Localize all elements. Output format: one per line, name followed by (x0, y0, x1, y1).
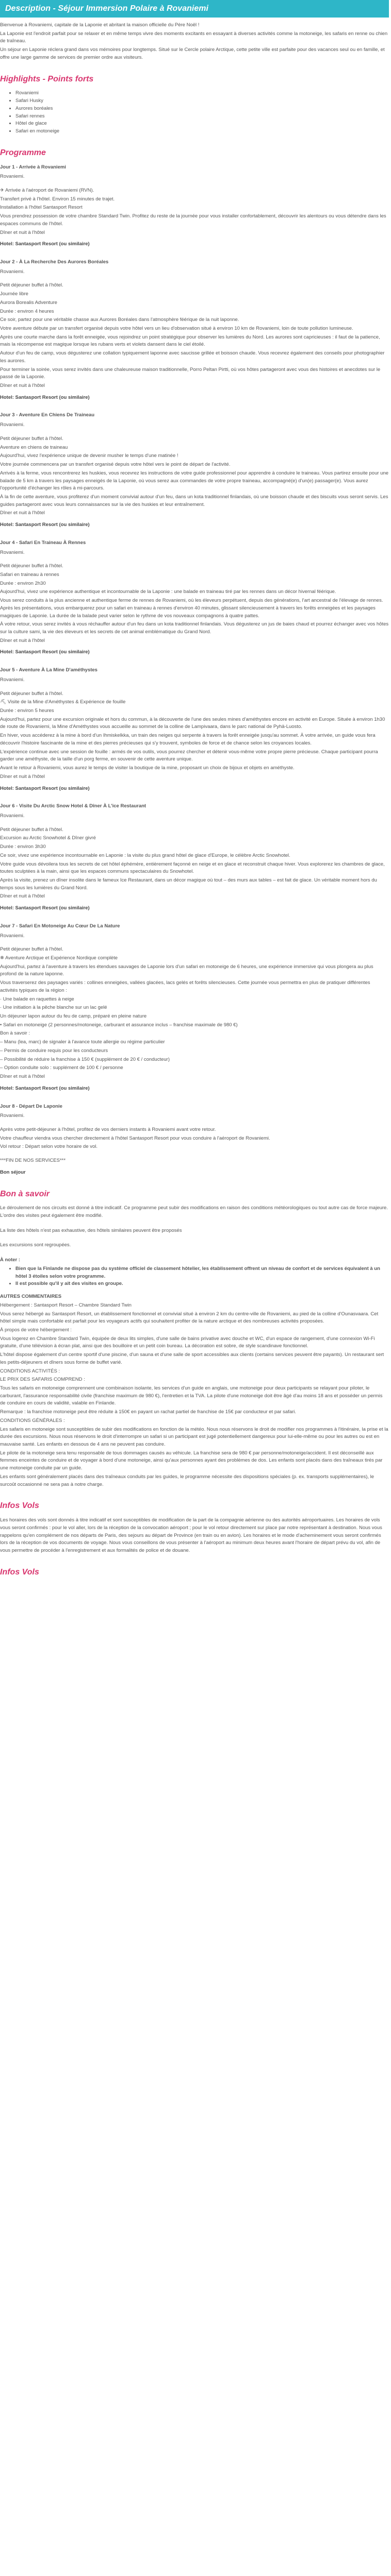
day-hotel: Hotel: Santasport Resort (ou similaire) (0, 649, 90, 655)
day-line: Vol retour : Départ selon votre horaire de vol. (0, 1144, 98, 1150)
day-hotel: Hotel: Santasport Resort (ou similaire) (0, 905, 90, 911)
autres-line: Vous serez hébergé au Santasport Resort, un établissement fonctionnel et convivial situé à environ 2 km du centre-ville de Rovaniemi, au pied de la colline d'Ounasvaara. Cet hôtel simple mais confortable est parfait pour les voyageurs actifs qui souhaitent profiter de la nature arctique et des nombreuses activités proposées. (0, 1311, 379, 1325)
day-line: Après une courte marche dans la forêt enneigée, vous rejoindrez un point stratégique pour observer les lumières du Nord. Les aurores sont capricieuses : il faut de la patience, mais la récompense est magique lorsque les rubans verts et violets dansent dans le ciel étoilé. (0, 334, 380, 348)
day-line: Rovaniemi. (0, 933, 25, 939)
day-line: – Option conduite solo : supplément de 100 € / personne (0, 1065, 123, 1071)
intro-line: La Laponie est l'endroit parfait pour se relaxer et en même temps vivre des moments excitants en essayant à diverses activités comme la motoneige, les safaris en renne ou chien de traîneau. (0, 30, 388, 44)
programme-day (0, 1103, 389, 1177)
highlight-item: • Safari en motoneige (15, 128, 389, 135)
day-hotel: Hotel: Santasport Resort (ou similaire) (0, 394, 90, 400)
day-line: Rovaniemi. (0, 1113, 25, 1119)
programme-heading: Programme (0, 148, 46, 157)
day-line (0, 685, 389, 689)
day-line: Aujourd'hui, partez à l'aventure à travers les étendues sauvages de Laponie lors d'un safari en motoneige de 6 heures, une expérience immersive qui vous plongera au plus profond de la nature laponne. (0, 963, 373, 977)
programme-day (0, 539, 389, 656)
day-line: Avant le retour à Rovaniemi, vous aurez le temps de visiter la boutique de la mine, proposant un choix de bijoux et objets en améthyste. (0, 765, 295, 771)
highlight-item: • Aurores boréales (15, 105, 389, 113)
day-line: Vous traverserez des paysages variés : collines enneigées, vallées glacées, lacs gelés et forêts silencieuses. Cette journée vous permettra en plus de pratiquer différentes activités typiques de la région : (0, 980, 370, 993)
day-line (0, 182, 389, 186)
autres-line: Les safaris en motoneige sont susceptibles de subir des modifications en fonction de la météo. Nous nous réservons le droit de modifier nos programmes à l'itinéraire, la prise et la durée des excursions. Nous nous réservons le droit d'interrompre un safari si un participant est jugé potentiellement dangereux pour lui-elle-même ou pour les autres ou est en mauvaise santé. Les enfants en dessous de 4 ans ne peuvent pas conduire. (0, 1426, 388, 1448)
day-line: Un déjeuner lapon autour du feu de camp, préparé en pleine nature (0, 1013, 147, 1020)
day-line: Durée : environ 5 heures (0, 708, 54, 714)
autres-commentaires (0, 1302, 389, 1489)
day-line: Autour d'un feu de camp, vous dégusterez une collation typiquement laponne avec saucisse grillée et boisson chaude. Vous recevrez également des conseils pour photographier les aurores. (0, 350, 385, 364)
programme-day (0, 667, 389, 792)
intro-line: Bienvenue à Rovaniemi, capitale de la Laponie et abritant la maison officielle du Père Noël ! (0, 22, 200, 28)
day-line (0, 557, 389, 562)
day-line: Petit déjeuner buffet à l'hôtel. (0, 690, 63, 697)
day-line: Petit déjeuner buffet à l'hôtel. (0, 826, 63, 833)
day-line (0, 1121, 389, 1125)
autres-line: Les enfants sont généralement placés dans des traîneaux conduits par les guides, le programme nécessite des dispositions spéciales (p. ex. transports supplémentaires), le surcoût occasionné ne sera pas à notre charge. (0, 1473, 374, 1487)
day-line: Votre guide vous dévoilera tous les secrets de cet hôtel éphémère, entièrement façonné en neige et en glace et reconstruit chaque hiver. Vous explorerez les chambres de glace, toutes sculptées à la main, ainsi que les espaces communs spectaculaires du Snowhotel. (0, 861, 385, 875)
day-line: Aujourd'hui, vivez l'expérience unique de devenir musher le temps d'une matinée ! (0, 453, 178, 459)
a-noter-item: • Bien que la Finlande ne dispose pas du système officiel de classement hôtelier, les établissement offrent un niveau de confort et de services équivalent à un hôtel 3 étoiles selon votre programme. (15, 1265, 389, 1280)
infos-vols-heading-2: Infos Vols (0, 1567, 39, 1577)
day-line: Durée : environ 4 heures (0, 308, 54, 314)
autres-line: Le pilote de la motoneige sera tenu responsable de tous dommages causés au véhicule. La franchise sera de 980 € par personne/motoneige/accident. Il est déconseillé aux femmes enceintes de conduire et de voyager à bord d'une motoneige, ainsi qu'aux personnes ayant des problèmes de dos. Les enfants sont placés dans des traîneaux tirés par une motoneige conduite par un guide. (0, 1450, 383, 1471)
day-line: Après votre petit-déjeuner à l'hôtel, profitez de vos derniers instants à Rovaniemi avant votre retour. (0, 1126, 216, 1132)
day-line: Rovaniemi. (0, 422, 25, 428)
day-line: Dîner et nuit à l'hôtel (0, 1074, 45, 1080)
day-line: Aventure en chiens de traineau (0, 444, 68, 450)
day-line: Bon à savoir : (0, 1030, 30, 1037)
highlight-item: • Hôtel de glace (15, 120, 389, 128)
day-line: Installation à l'hôtel Santasport Resort (0, 205, 83, 211)
day-line: Dîner et nuit à l'hôtel (0, 637, 45, 643)
day-line: Safari en traineau à rennes (0, 571, 59, 578)
a-noter-list (0, 1265, 389, 1288)
day-line: – Possibilité de réduire la franchise à 150 € (supplément de 20 € / conducteur) (0, 1056, 170, 1062)
day-line: Rovaniemi. (0, 268, 25, 275)
day-line: Votre aventure débute par un transfert organisé depuis votre hôtel vers un lieu d'observation situé à environ 10 km de Rovaniemi, loin de toute pollution lumineuse. (0, 326, 353, 331)
bon-a-savoir-para: Les excursions sont regroupées. (0, 1242, 71, 1248)
day-line: • Safari en motoneige (2 personnes/motoneige, carburant et assurance inclus – franchise maximale de 980 €) (0, 1022, 238, 1028)
day-line: Dîner et nuit à l'hôtel (0, 893, 45, 900)
day-line: Transfert privé à l'hôtel. Environ 15 minutes de trajet. (0, 196, 115, 202)
day-line: Durée : environ 3h30 (0, 844, 46, 850)
day-line: Rovaniemi. (0, 812, 25, 819)
autres-commentaires-heading: AUTRES COMMENTAIRES (0, 1294, 62, 1300)
autres-line: CONDITIONS GÉNÉRALES : (0, 1417, 65, 1423)
day-line: Rovaniemi. (0, 174, 25, 180)
day-title: Jour 2 - À La Recherche Des Aurores Boréales (0, 259, 109, 265)
programme-day (0, 164, 389, 248)
autres-line: Vous logerez en Chambre Standard Twin, équipée de deux lits simples, d'une salle de bains privative avec douche et WC, d'un espace de rangement, d'une connexion Wi-Fi gratuite, d'une télévision à écran plat, ainsi que des bouilloire et un petit coin bureau. La décoration est sobre, de style scandinave fonctionnel. (0, 1335, 375, 1349)
day-line: Excursion au Arctic Snowhotel & Dîner givré (0, 835, 96, 841)
day-line: Journée libre (0, 291, 28, 297)
day-line: À la fin de cette aventure, vous profiterez d'un moment convivial autour d'un feu, dans un kota traditionnel finlandais, où une boisson chaude et des biscuits vous seront servis. Les guides partageront avec vous leurs connaissances sur la vie des huskies et leur entraînement. (0, 494, 388, 507)
day-line (0, 941, 389, 945)
autres-line: LE PRIX DES SAFARIS COMPREND : (0, 1377, 85, 1383)
day-line: Après la visite, prenez un dîner insolite dans le fameux Ice Restaurant, dans un décor magique où tout – des murs aux tables – est fait de glace. Un véritable moment hors du temps sous les lumières du Grand Nord. (0, 877, 377, 891)
day-line: Ce soir, partez pour une véritable chasse aux Aurores Boréales dans l'atmosphère féérique de la nuit laponne. (0, 317, 239, 323)
day-title: Jour 8 - Départ De Laponie (0, 1103, 62, 1109)
day-line (0, 821, 389, 825)
day-title: Jour 1 - Arrivée à Rovaniemi (0, 164, 66, 170)
highlight-item: • Safari Husky (15, 97, 389, 105)
day-line: À votre retour, vous serez invités à vous réchauffer autour d'un feu dans un kota traditionnel finlandais. Vous dégusterez un jus de baies chaud et pourrez échanger avec vos hôtes sur la culture sami, la vie des éleveurs et les secrets de cet animal emblématique du Grand Nord. (0, 621, 389, 635)
day-line: ✈ Arrivée à l'aéroport de Rovaniemi (RVN). (0, 187, 94, 193)
programme-day (0, 923, 389, 1093)
day-line: Votre journée commencera par un transfert organisé depuis votre hôtel vers le point de départ de l'activité. (0, 462, 231, 468)
a-noter-label: À noter : (0, 1257, 21, 1263)
day-line: Rovaniemi. (0, 549, 25, 555)
highlight-item: • Safari rennes (15, 113, 389, 121)
day-line: – Manu (lea, marc) de signaler à l'avance toute allergie ou régime particulier (0, 1039, 165, 1045)
day-line: L'expérience continue avec une session de fouille : armés de vos outils, vous pourrez chercher et détenir vous-même votre propre pierre précieuse. Chaque participant pourra garder une améthyste, de la taille d'un porg ferme, en souvenir de cette aventure unique. (0, 749, 378, 762)
day-line: Votre chauffeur viendra vous chercher directement à l'hôtel Santasport Resort pour vous conduire à l'aéroport de Rovaniemi. (0, 1135, 270, 1141)
day-title: Jour 4 - Safari En Traineau À Rennes (0, 539, 86, 546)
day-line: Aujourd'hui, partez pour une excursion originale et hors du commun, à la découverte de l'une des seules mines d'améthystes encore en activité en Europe. Située à environ 1h30 de route de Rovaniemi, la Mine d'Améthystes vous accueille au sommet de la colline de Lampivaara, dans le parc national de Pyhä-Luosto. (0, 716, 385, 730)
day-hotel: Hotel: Santasport Resort (ou similaire) (0, 241, 90, 247)
day-line: Vous prendrez possession de votre chambre Standard Twin. Profitez du reste de la journée pour vous installer confortablement, découvrir les alentours ou vous détendre dans les espaces communs de l'hôtel. (0, 213, 386, 227)
day-line: · Une initiation à la pêche blanche sur un lac gelé (0, 1005, 107, 1011)
day-line: Arrivés à la ferme, vous rencontrerez les huskies, vous recevrez les instructions de votre guide professionnel pour apprendre à conduire le traineau. Vous partirez ensuite pour une balade de 5 km à travers les paysages enneigés de la Laponie, où vous serez aux commandes de votre propre traineau, accompagné(e) d'un(e) passager(e). Vous aurez l'opportunité d'échanger les rôles à mi-parcours. (0, 470, 389, 492)
day-line: Pour terminer la soirée, vous serez invités dans une chaleureuse maison traditionnelle, Porro Peltan Pirtti, où vos hôtes partageront avec vous des histoires et anecdotes sur le passé de la Laponie. (0, 366, 381, 380)
day-line: Aurora Borealis Adventure (0, 299, 57, 306)
highlights-list (0, 90, 389, 135)
programme-day (0, 412, 389, 529)
autres-line: Remarque : la franchise motoneige peut être réduite à 150€ en payant un rachat partiel de franchise de 15€ par conducteur et par safari. (0, 1409, 297, 1415)
autres-line: Tous les safaris en motoneige comprennent une combinaison isolante, les services d'un guide en anglais, une motoneige pour deux participants se relayant pour piloter, le carburant, l'assurance responsabilité civile (franchise maximum de 980 €), l'entretien et la TVA. La pilote d'une motoneige doit être âgé d'au moins 18 ans et posséder un permis de conduire en cours de validité, valable en Finlande. (0, 1385, 383, 1406)
day-hotel: Bon séjour (0, 1169, 26, 1175)
infos-vols-text: Les horaires des vols sont donnés à titre indicatif et sont susceptibles de modification de la part de la compagnie aérienne ou des autorités aéroportuaires. Les horaires de vols vous seront confirmés : pour le vol aller, lors de la réception de la convocation aéroport ; pour le vol retour directement sur place par notre représentant à destination. Nous vous rappelons qu'en complément de nos départs de Paris, des sejours au départ de Province (en train ou en avion). Les horaires et le mode d'acheminement vous seront confirmés lors de la réception de vos documents de voyage. Nous vous conseillons de vous présenter à l'aéroport au minimum deux heures avant l'horaire de départ prévu du vol, afin de vous permettre de procéder à l'enregistrement et aux formalités de police et de douane. (0, 1517, 382, 1553)
day-line: Aujourd'hui, vivez une expérience authentique et incontournable de la Laponie : une balade en traineau tiré par les rennes dans un décor hivernal féérique. (0, 589, 336, 595)
day-title: Jour 6 - Visite Du Arctic Snow Hotel & Dîner À L'ice Restaurant (0, 803, 146, 809)
autres-line: À propos de votre hébergement : (0, 1327, 72, 1333)
day-line: Petit déjeuner buffet à l'hôtel. (0, 282, 63, 289)
autres-line: Hébergement : Santasport Resort – Chambre Standard Twin (0, 1302, 132, 1308)
programme-days (0, 164, 389, 1177)
programme-day (0, 803, 389, 912)
description-content (0, 22, 389, 1579)
day-hotel: Hotel: Santasport Resort (ou similaire) (0, 522, 90, 528)
autres-line: CONDITIONS ACTIVITÉS : (0, 1368, 60, 1374)
day-line: Dîner et nuit à l'hôtel (0, 383, 45, 389)
day-line: Dîner et nuit à l'hôtel (0, 229, 45, 235)
infos-vols-heading: Infos Vols (0, 1501, 39, 1511)
day-line: Petit déjeuner buffet à l'hôtel. (0, 435, 63, 442)
day-line (0, 430, 389, 434)
day-hotel: Hotel: Santasport Resort (ou similaire) (0, 1085, 90, 1091)
day-line: Petit déjeuner buffet à l'hôtel. (0, 946, 63, 953)
day-title: Jour 7 - Safari En Motoneige Au Cœur De La Nature (0, 923, 120, 929)
day-line: – Permis de conduire requis pour les conducteurs (0, 1047, 108, 1054)
intro (0, 22, 389, 62)
day-title: Jour 5 - Aventure À La Mine D'améthystes (0, 667, 97, 673)
day-line: Dîner et nuit à l'hôtel (0, 510, 45, 516)
day-line: Durée : environ 2h30 (0, 580, 46, 586)
a-noter-item: • Il est possible qu'il y ait des visites en groupe. (15, 1280, 389, 1288)
bon-a-savoir-para: La liste des hôtels n'est pas exhaustive, des hôtels similaires peuvent être proposés (0, 1227, 182, 1233)
day-title: Jour 3 - Aventure En Chiens De Traineau (0, 412, 95, 418)
day-line: ❄ Aventure Arctique et Expérience Nordique complète (0, 955, 118, 961)
autres-line: L'hôtel dispose également d'un centre sportif d'une piscine, d'un sauna et d'une salle de sport accessibles aux clients (certains services peuvent être payants). Un restaurant sert les petits-déjeuners et dîners sous forme de buffet varié. (0, 1352, 384, 1365)
day-line: En hiver, vous accéderez à la mine à bord d'un Ihmiskelkka, un train des neiges qui serpente à travers la forêt enneigée jusqu'au sommet. À votre arrivée, un guide vous fera découvrir l'histoire fascinante de la mine et des pierres précieuses qui s'y trouvent, symboles de force et de chance selon les croyances locales. (0, 733, 376, 746)
programme-day (0, 259, 389, 402)
day-line: Ce soir, vivez une expérience incontournable en Laponie : la visite du plus grand hôtel de glace d'Europe, le célèbre Arctic Snowhotel. (0, 852, 290, 858)
day-line: Vous serez conduits à la plus ancienne et authentique ferme de rennes de Rovaniemi, où les éleveurs perpétuent, depuis des générations, l'art ancestral de l'élevage de rennes. Après les présentations, vous embarquerez pour un safari en traineau à rennes d'environ 40 minutes, glissant silencieusement à travers les forêts enneigées et les paysages magiques de Laponie. La durée de la balade peut varier selon le rythme de vos nouveaux compagnons à quatre pattes. (0, 598, 383, 619)
bon-a-savoir-heading: Bon à savoir (0, 1189, 50, 1198)
day-line (0, 277, 389, 281)
highlight-item: • Rovaniemi (15, 90, 389, 97)
intro-line: Un séjour en Laponie réclera grand dans vos mémoires pour longtemps. Situé sur le Cercle polaire Arctique, cette petite ville est parfaite pour des vacances seul ou en famille, et offre une large gamme de services de premier ordre aux visiteurs. (0, 47, 385, 60)
page-title-banner: Description - Séjour Immersion Polaire à Rovaniemi (0, 0, 389, 18)
bon-a-savoir-para: Le déroulement de nos circuits est donné à titre indicatif. Ce programme peut subir des modifications en raison des conditions météorologiques ou tout autre cas de force majeure. L'ordre des visites peut également être modifié. (0, 1205, 388, 1219)
day-line: Petit déjeuner buffet à l'hôtel. (0, 563, 63, 569)
day-line: ⛏ Visite de la Mine d'Améthystes & Expérience de fouille (0, 699, 126, 705)
day-line: Rovaniemi. (0, 676, 25, 683)
day-line (0, 1152, 389, 1156)
day-line: · Une balade en raquettes à neige (0, 996, 74, 1002)
day-hotel: Hotel: Santasport Resort (ou similaire) (0, 785, 90, 791)
day-line: Dîner et nuit à l'hôtel (0, 773, 45, 779)
highlights-heading: Highlights - Points forts (0, 74, 94, 83)
day-line: ***FIN DE NOS SERVICES*** (0, 1158, 66, 1164)
